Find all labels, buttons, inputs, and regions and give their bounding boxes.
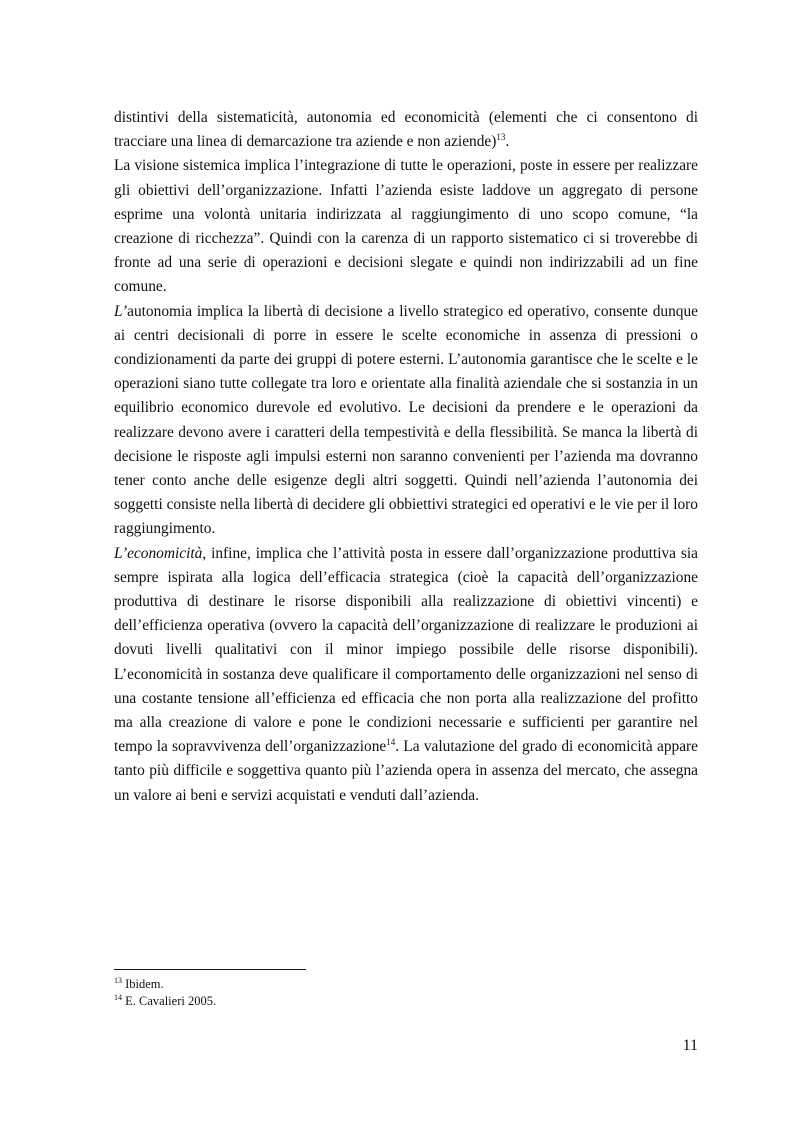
footnote-divider — [114, 969, 306, 970]
paragraph-2-text: La visione sistemica implica l’integrazione di tutte le operazioni, poste in essere per realizzare gli obiettivi dell’organizzazione. Infatti l’azienda esiste laddove un aggregato di persone esprime una volontà unitaria indirizzata al raggiungimento di uno scopo comune, “la creazione di ricchezza”. Quindi con la carenza di un rapporto sistematico ci si troverebbe di fronte ad una serie di operazioni e decisioni slegate e quindi non indirizzabili ad un fine comune. — [114, 157, 698, 296]
paragraph-4-lead: L’economicità — [114, 544, 203, 562]
footnote-ref-13[interactable]: 13 — [496, 132, 506, 143]
footnote-13-text: Ibidem. — [125, 977, 164, 991]
paragraph-2 — [114, 154, 698, 299]
paragraph-3-lead: L’ — [114, 302, 128, 320]
paragraph-3-text: autonomia implica la libertà di decisione a livello strategico ed operativo, consente dunque ai centri decisionali di porre in essere le scelte economiche in assenza di pressioni o condizionamenti da parte dei gruppi di potere esterni. L’autonomia garantisce che le scelte e le operazioni siano tutte collegate tra loro e orientate alla finalità aziendale che si sostanzia in un equilibrio economico durevole ed evolutivo. Le decisioni da prendere e le operazioni da realizzare devono avere i caratteri della tempestività e della flessibilità. Se manca la libertà di decisione le risposte agli impulsi esterni non saranno convenienti per l’azienda ma dovranno tener conto anche delle esigenze degli altri soggetti. Quindi nell’azienda l’autonomia dei soggetti consiste nella libertà di decidere gli obbiettivi strategici ed operativi e le vie per il loro raggiungimento. — [114, 302, 698, 538]
footnote-13 — [114, 976, 698, 993]
footnote-ref-14[interactable]: 14 — [386, 737, 396, 748]
paragraph-4 — [114, 542, 698, 808]
paragraph-1 — [114, 106, 698, 154]
paragraph-4-text: , infine, implica che l’attività posta in essere dall’organizzazione produttiva sia sempre ispirata alla logica dell’efficacia strategica (cioè la capacità dell’organizzazione produttiva di destinare le risorse disponibili alla realizzazione di obiettivi vincenti) e dell’efficienza operativa (ovvero la capacità dell’organizzazione di realizzare le produzioni ai dovuti livelli qualitativi con il minor impiego possibile delle risorse disponibili). L’economicità in sostanza deve qualificare il comportamento delle organizzazioni nel senso di una costante tensione all’efficienza ed efficacia che non porta alla realizzazione del profitto ma alla creazione di valore e pone le condizioni necessarie e sufficienti per garantire nel tempo la sopravvivenza dell’organizzazione — [114, 544, 698, 756]
paragraph-1-text: distintivi della sistematicità, autonomia ed economicità (elementi che ci consentono di tracciare una linea di demarcazione tra aziende e non aziende) — [114, 109, 698, 151]
page-number: 11 — [682, 1037, 698, 1054]
footnote-14 — [114, 993, 698, 1010]
body-text — [114, 106, 698, 808]
paragraph-3 — [114, 300, 698, 542]
paragraph-1-end: . — [505, 133, 510, 151]
paragraph-4-text-end: . La valutazione del grado di economicità appare tanto più difficile e soggettiva quanto più l’azienda opera in assenza del mercato, che assegna un valore ai beni e servizi acquistati e venduti dall’azienda. — [114, 738, 699, 804]
footnote-14-number: 14 — [114, 993, 122, 1002]
footnote-13-number: 13 — [114, 976, 122, 985]
footnotes — [114, 976, 698, 1010]
footnote-14-text: E. Cavalieri 2005. — [125, 994, 217, 1008]
